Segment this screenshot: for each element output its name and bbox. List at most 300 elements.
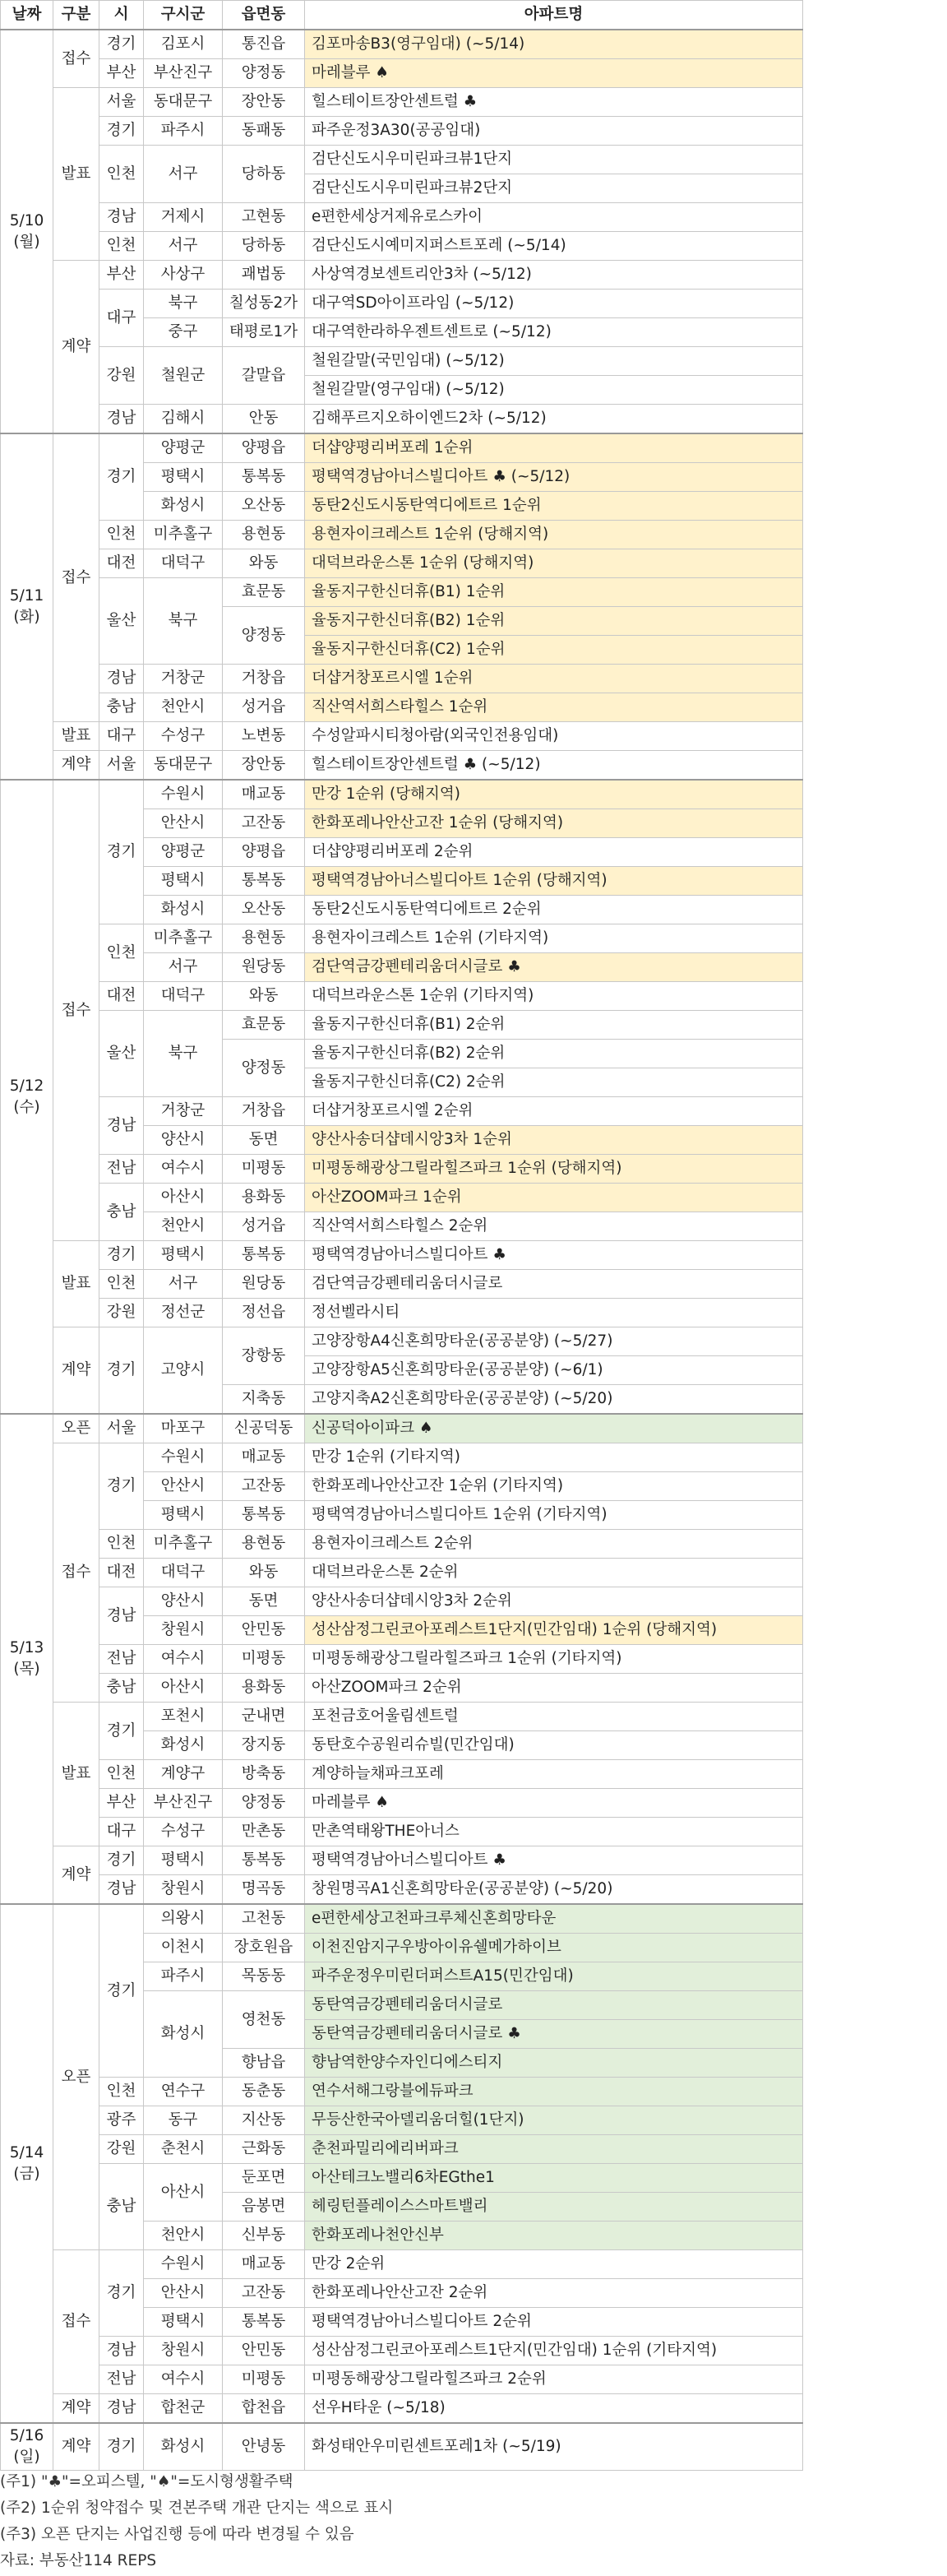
table-row bbox=[1, 1299, 803, 1327]
city-cell: 경남 bbox=[99, 2394, 144, 2424]
district-cell: 안산시 bbox=[144, 809, 223, 838]
town-cell: 괘법동 bbox=[223, 261, 305, 290]
apartment-name-cell: 고양장항A4신혼희망타운(공공분양) (~5/27) bbox=[305, 1327, 803, 1356]
district-cell: 미추홀구 bbox=[144, 924, 223, 953]
town-cell: 방축동 bbox=[223, 1760, 305, 1789]
date-label: 5/12 bbox=[9, 1077, 44, 1095]
district-cell: 화성시 bbox=[144, 2423, 223, 2471]
date-label: 5/13 bbox=[9, 1639, 44, 1656]
category-cell: 계약 bbox=[53, 2423, 99, 2471]
weekday-label: (화) bbox=[13, 608, 40, 626]
apartment-name-cell: 더샵양평리버포레 2순위 bbox=[305, 838, 803, 867]
footnotes bbox=[0, 2469, 802, 2574]
city-cell: 서울 bbox=[99, 88, 144, 117]
apartment-name-cell: 검단신도시예미지퍼스트포레 (~5/14) bbox=[305, 232, 803, 261]
apartment-name-cell: 평택역경남아너스빌디아트 1순위 (당해지역) bbox=[305, 867, 803, 896]
town-cell: 고잔동 bbox=[223, 2279, 305, 2308]
apartment-name-cell: 검단신도시우미린파크뷰1단지 bbox=[305, 146, 803, 174]
town-cell: 안동 bbox=[223, 405, 305, 434]
district-cell: 평택시 bbox=[144, 1241, 223, 1270]
apartment-name-cell: 화성태안우미린센트포레1차 (~5/19) bbox=[305, 2423, 803, 2471]
town-cell: 용화동 bbox=[223, 1184, 305, 1212]
town-cell: 고천동 bbox=[223, 1904, 305, 1934]
city-cell: 경기 bbox=[99, 1241, 144, 1270]
district-cell: 여수시 bbox=[144, 2365, 223, 2394]
city-cell: 경남 bbox=[99, 1875, 144, 1905]
apartment-name-cell: 한화포레나안산고잔 1순위 (당해지역) bbox=[305, 809, 803, 838]
apartment-name-cell: 계양하늘채파크포레 bbox=[305, 1760, 803, 1789]
district-cell: 양산시 bbox=[144, 1126, 223, 1155]
table-row bbox=[1, 1414, 803, 1443]
district-cell: 거제시 bbox=[144, 203, 223, 232]
city-cell: 인천 bbox=[99, 924, 144, 982]
header-row bbox=[1, 1, 803, 30]
district-cell: 북구 bbox=[144, 578, 223, 665]
table-row bbox=[1, 2135, 803, 2164]
table-row bbox=[1, 1789, 803, 1818]
city-cell: 충남 bbox=[99, 693, 144, 722]
apartment-name-cell: 사상역경보센트리안3차 (~5/12) bbox=[305, 261, 803, 290]
city-cell: 경기 bbox=[99, 2250, 144, 2337]
category-cell: 오픈 bbox=[53, 1414, 99, 1443]
town-cell: 와동 bbox=[223, 982, 305, 1011]
district-cell: 미추홀구 bbox=[144, 521, 223, 549]
table-row bbox=[1, 1904, 803, 1934]
table-row bbox=[1, 290, 803, 318]
district-cell: 의왕시 bbox=[144, 1904, 223, 1934]
apartment-name-cell: 한화포레나천안신부 bbox=[305, 2222, 803, 2250]
apartment-name-cell: 대구역SD아이프라임 (~5/12) bbox=[305, 290, 803, 318]
district-cell: 창원시 bbox=[144, 1875, 223, 1905]
header-city: 시 bbox=[99, 1, 144, 30]
date-label: 5/11 bbox=[9, 586, 44, 605]
town-cell: 거창읍 bbox=[223, 1097, 305, 1126]
table-row bbox=[1, 433, 803, 463]
apartment-name-cell: 고양장항A5신혼희망타운(공공분양) (~6/1) bbox=[305, 1356, 803, 1385]
table-row bbox=[1, 1155, 803, 1184]
town-cell: 매교동 bbox=[223, 2250, 305, 2279]
town-cell: 양평읍 bbox=[223, 838, 305, 867]
district-cell: 북구 bbox=[144, 290, 223, 318]
district-cell: 양평군 bbox=[144, 838, 223, 867]
city-cell: 경기 bbox=[99, 1443, 144, 1530]
table-row bbox=[1, 261, 803, 290]
apartment-name-cell: 평택역경남아너스빌디아트 2순위 bbox=[305, 2308, 803, 2337]
town-cell: 효문동 bbox=[223, 1011, 305, 1040]
apartment-name-cell: 율동지구한신더휴(B1) 1순위 bbox=[305, 578, 803, 607]
apartment-name-cell: 검단역금강펜테리움더시글로 bbox=[305, 1270, 803, 1299]
city-cell: 충남 bbox=[99, 1184, 144, 1241]
district-cell: 여수시 bbox=[144, 1645, 223, 1674]
table-row bbox=[1, 665, 803, 693]
table-row bbox=[1, 2394, 803, 2424]
apartment-name-cell: 동탄역금강펜테리움더시글로 bbox=[305, 1991, 803, 2020]
town-cell: 통복동 bbox=[223, 1846, 305, 1875]
apartment-name-cell: 연수서해그랑블에듀파크 bbox=[305, 2078, 803, 2106]
apartment-name-cell: 아산ZOOM파크 1순위 bbox=[305, 1184, 803, 1212]
apartment-name-cell: 동탄역금강펜테리움더시글로 ♣ bbox=[305, 2020, 803, 2049]
district-cell: 수원시 bbox=[144, 780, 223, 809]
category-cell: 계약 bbox=[53, 2394, 99, 2424]
apartment-name-cell: 고양지축A2신혼희망타운(공공분양) (~5/20) bbox=[305, 1385, 803, 1415]
town-cell: 안민동 bbox=[223, 1616, 305, 1645]
table-row bbox=[1, 1097, 803, 1126]
town-cell: 목동동 bbox=[223, 1962, 305, 1991]
city-cell: 경기 bbox=[99, 1846, 144, 1875]
district-cell: 화성시 bbox=[144, 1991, 223, 2078]
district-cell: 부산진구 bbox=[144, 59, 223, 88]
category-cell: 접수 bbox=[53, 1443, 99, 1703]
table-row bbox=[1, 1760, 803, 1789]
apartment-name-cell: 용현자이크레스트 1순위 (기타지역) bbox=[305, 924, 803, 953]
schedule-rows bbox=[1, 30, 803, 2471]
apartment-name-cell: 평택역경남아너스빌디아트 ♣ (~5/12) bbox=[305, 463, 803, 492]
town-cell: 만촌동 bbox=[223, 1818, 305, 1846]
town-cell: 성거읍 bbox=[223, 693, 305, 722]
table-row bbox=[1, 1645, 803, 1674]
town-cell: 양평읍 bbox=[223, 433, 305, 463]
apartment-name-cell: 만강 2순위 bbox=[305, 2250, 803, 2279]
town-cell: 동패동 bbox=[223, 117, 305, 146]
apartment-name-cell: 더샵거창포르시엘 1순위 bbox=[305, 665, 803, 693]
apartment-name-cell: 동탄2신도시동탄역디에트르 1순위 bbox=[305, 492, 803, 521]
district-cell: 김해시 bbox=[144, 405, 223, 434]
category-cell: 접수 bbox=[53, 2250, 99, 2394]
table-row bbox=[1, 1443, 803, 1472]
town-cell: 장호원읍 bbox=[223, 1934, 305, 1962]
town-cell: 신부동 bbox=[223, 2222, 305, 2250]
district-cell: 부산진구 bbox=[144, 1789, 223, 1818]
city-cell: 경기 bbox=[99, 780, 144, 924]
date-cell bbox=[1, 1414, 53, 1904]
table-row bbox=[1, 59, 803, 88]
city-cell: 대구 bbox=[99, 722, 144, 751]
apartment-name-cell: 철원갈말(국민임대) (~5/12) bbox=[305, 347, 803, 376]
apartment-name-cell: 대덕브라운스톤 1순위 (기타지역) bbox=[305, 982, 803, 1011]
town-cell: 신공덕동 bbox=[223, 1414, 305, 1443]
category-cell: 발표 bbox=[53, 722, 99, 751]
table-row bbox=[1, 203, 803, 232]
table-row bbox=[1, 1530, 803, 1559]
table-row bbox=[1, 549, 803, 578]
table-row bbox=[1, 982, 803, 1011]
city-cell: 대전 bbox=[99, 982, 144, 1011]
town-cell: 군내면 bbox=[223, 1703, 305, 1731]
table-row bbox=[1, 1846, 803, 1875]
city-cell: 강원 bbox=[99, 347, 144, 405]
district-cell: 창원시 bbox=[144, 2337, 223, 2365]
apartment-name-cell: 미평동해광상그릴라힐즈파크 1순위 (기타지역) bbox=[305, 1645, 803, 1674]
town-cell: 태평로1가 bbox=[223, 318, 305, 347]
town-cell: 양정동 bbox=[223, 1040, 305, 1097]
city-cell: 경기 bbox=[99, 1327, 144, 1415]
town-cell: 용화동 bbox=[223, 1674, 305, 1703]
town-cell: 원당동 bbox=[223, 1270, 305, 1299]
apartment-name-cell: 더샵양평리버포레 1순위 bbox=[305, 433, 803, 463]
district-cell: 평택시 bbox=[144, 2308, 223, 2337]
apartment-name-cell: 한화포레나안산고잔 2순위 bbox=[305, 2279, 803, 2308]
district-cell: 정선군 bbox=[144, 1299, 223, 1327]
city-cell: 부산 bbox=[99, 1789, 144, 1818]
apartment-name-cell: 검단신도시우미린파크뷰2단지 bbox=[305, 174, 803, 203]
town-cell: 오산동 bbox=[223, 492, 305, 521]
district-cell: 천안시 bbox=[144, 1212, 223, 1241]
weekday-label: (월) bbox=[13, 233, 40, 251]
town-cell: 양정동 bbox=[223, 59, 305, 88]
apartment-name-cell: 아산테크노밸리6차EGthe1 bbox=[305, 2164, 803, 2193]
apartment-name-cell: e편한세상거제유로스카이 bbox=[305, 203, 803, 232]
apartment-name-cell: 힐스테이트장안센트럴 ♣ (~5/12) bbox=[305, 751, 803, 781]
city-cell: 울산 bbox=[99, 1011, 144, 1097]
apartment-name-cell: 철원갈말(영구임대) (~5/12) bbox=[305, 376, 803, 405]
district-cell: 거창군 bbox=[144, 665, 223, 693]
table-row bbox=[1, 2423, 803, 2471]
district-cell: 안산시 bbox=[144, 1472, 223, 1501]
town-cell: 정선읍 bbox=[223, 1299, 305, 1327]
apartment-name-cell: e편한세상고천파크루체신혼희망타운 bbox=[305, 1904, 803, 1934]
city-cell: 울산 bbox=[99, 578, 144, 665]
apartment-name-cell: 평택역경남아너스빌디아트 ♣ bbox=[305, 1241, 803, 1270]
category-cell: 계약 bbox=[53, 1846, 99, 1905]
apartment-name-cell: 마레블루 ♠ bbox=[305, 1789, 803, 1818]
city-cell: 대구 bbox=[99, 290, 144, 347]
header-category: 구분 bbox=[53, 1, 99, 30]
apartment-name-cell: 성산삼정그린코아포레스트1단지(민간임대) 1순위 (당해지역) bbox=[305, 1616, 803, 1645]
city-cell: 충남 bbox=[99, 2164, 144, 2250]
district-cell: 미추홀구 bbox=[144, 1530, 223, 1559]
town-cell: 오산동 bbox=[223, 896, 305, 924]
district-cell: 거창군 bbox=[144, 1097, 223, 1126]
town-cell: 장안동 bbox=[223, 751, 305, 781]
district-cell: 아산시 bbox=[144, 1674, 223, 1703]
apartment-name-cell: 한화포레나안산고잔 1순위 (기타지역) bbox=[305, 1472, 803, 1501]
town-cell: 당하동 bbox=[223, 146, 305, 203]
table-row bbox=[1, 2164, 803, 2193]
town-cell: 거창읍 bbox=[223, 665, 305, 693]
district-cell: 평택시 bbox=[144, 867, 223, 896]
table-row bbox=[1, 780, 803, 809]
category-cell: 계약 bbox=[53, 751, 99, 781]
table-row bbox=[1, 117, 803, 146]
date-cell bbox=[1, 780, 53, 1414]
table-row bbox=[1, 2337, 803, 2365]
city-cell: 전남 bbox=[99, 2365, 144, 2394]
city-cell: 경기 bbox=[99, 117, 144, 146]
district-cell: 평택시 bbox=[144, 1846, 223, 1875]
town-cell: 매교동 bbox=[223, 1443, 305, 1472]
category-cell: 접수 bbox=[53, 30, 99, 88]
town-cell: 통복동 bbox=[223, 2308, 305, 2337]
city-cell: 인천 bbox=[99, 146, 144, 203]
table-row bbox=[1, 2250, 803, 2279]
apartment-name-cell: 율동지구한신더휴(B2) 2순위 bbox=[305, 1040, 803, 1068]
table-row bbox=[1, 521, 803, 549]
apartment-name-cell: 평택역경남아너스빌디아트 ♣ bbox=[305, 1846, 803, 1875]
town-cell: 근화동 bbox=[223, 2135, 305, 2164]
district-cell: 서구 bbox=[144, 146, 223, 203]
date-label: 5/14 bbox=[9, 2143, 44, 2161]
district-cell: 포천시 bbox=[144, 1703, 223, 1731]
district-cell: 계양구 bbox=[144, 1760, 223, 1789]
city-cell: 경남 bbox=[99, 1587, 144, 1645]
town-cell: 노변동 bbox=[223, 722, 305, 751]
district-cell: 화성시 bbox=[144, 1731, 223, 1760]
table-row bbox=[1, 405, 803, 434]
apartment-name-cell: 성산삼정그린코아포레스트1단지(민간임대) 1순위 (기타지역) bbox=[305, 2337, 803, 2365]
district-cell: 대덕구 bbox=[144, 549, 223, 578]
city-cell: 경남 bbox=[99, 203, 144, 232]
city-cell: 인천 bbox=[99, 1760, 144, 1789]
apartment-name-cell: 만촌역태왕THE아너스 bbox=[305, 1818, 803, 1846]
town-cell: 향남읍 bbox=[223, 2049, 305, 2078]
apartment-name-cell: 수성알파시티청아람(외국인전용임대) bbox=[305, 722, 803, 751]
town-cell: 매교동 bbox=[223, 780, 305, 809]
district-cell: 합천군 bbox=[144, 2394, 223, 2424]
table-row bbox=[1, 751, 803, 781]
town-cell: 지산동 bbox=[223, 2106, 305, 2135]
apartment-name-cell: 율동지구한신더휴(C2) 2순위 bbox=[305, 1068, 803, 1097]
city-cell: 경기 bbox=[99, 1904, 144, 2078]
apartment-name-cell: 율동지구한신더휴(B1) 2순위 bbox=[305, 1011, 803, 1040]
city-cell: 인천 bbox=[99, 2078, 144, 2106]
district-cell: 천안시 bbox=[144, 693, 223, 722]
district-cell: 양평군 bbox=[144, 433, 223, 463]
apartment-name-cell: 파주운정3A30(공공임대) bbox=[305, 117, 803, 146]
town-cell: 와동 bbox=[223, 1559, 305, 1587]
apartment-name-cell: 대덕브라운스톤 1순위 (당해지역) bbox=[305, 549, 803, 578]
city-cell: 서울 bbox=[99, 751, 144, 781]
town-cell: 당하동 bbox=[223, 232, 305, 261]
apartment-name-cell: 직산역서희스타힐스 1순위 bbox=[305, 693, 803, 722]
table-row bbox=[1, 1818, 803, 1846]
apartment-name-cell: 만강 1순위 (기타지역) bbox=[305, 1443, 803, 1472]
date-cell bbox=[1, 2423, 53, 2471]
table-row bbox=[1, 693, 803, 722]
town-cell: 용현동 bbox=[223, 1530, 305, 1559]
town-cell: 장안동 bbox=[223, 88, 305, 117]
town-cell: 용현동 bbox=[223, 924, 305, 953]
note-3: (주3) 오픈 단지는 사업진행 등에 따라 변경될 수 있음 bbox=[0, 2526, 354, 2543]
apartment-name-cell: 검단역금강펜테리움더시글로 ♣ bbox=[305, 953, 803, 982]
apartment-name-cell: 힐스테이트장안센트럴 ♣ bbox=[305, 88, 803, 117]
city-cell: 강원 bbox=[99, 2135, 144, 2164]
table-row bbox=[1, 1327, 803, 1356]
district-cell: 여수시 bbox=[144, 1155, 223, 1184]
apartment-name-cell: 대구역한라하우젠트센트로 (~5/12) bbox=[305, 318, 803, 347]
note-1: (주1) "♣"=오피스텔, "♠"=도시형생활주택 bbox=[0, 2473, 293, 2490]
town-cell: 영천동 bbox=[223, 1991, 305, 2049]
town-cell: 동면 bbox=[223, 1587, 305, 1616]
town-cell: 장지동 bbox=[223, 1731, 305, 1760]
city-cell: 대전 bbox=[99, 549, 144, 578]
town-cell: 와동 bbox=[223, 549, 305, 578]
district-cell: 아산시 bbox=[144, 1184, 223, 1212]
apartment-name-cell: 양산사송더샵데시앙3차 1순위 bbox=[305, 1126, 803, 1155]
district-cell: 마포구 bbox=[144, 1414, 223, 1443]
district-cell: 수성구 bbox=[144, 1818, 223, 1846]
apartment-name-cell: 춘천파밀리에리버파크 bbox=[305, 2135, 803, 2164]
apartment-name-cell: 이천진암지구우방아이유쉘메가하이브 bbox=[305, 1934, 803, 1962]
town-cell: 장항동 bbox=[223, 1327, 305, 1385]
city-cell: 대구 bbox=[99, 1818, 144, 1846]
weekday-label: (목) bbox=[13, 1661, 40, 1678]
town-cell: 지축동 bbox=[223, 1385, 305, 1415]
apartment-name-cell: 신공덕아이파크 ♠ bbox=[305, 1414, 803, 1443]
town-cell: 통진읍 bbox=[223, 30, 305, 59]
town-cell: 미평동 bbox=[223, 1645, 305, 1674]
town-cell: 명곡동 bbox=[223, 1875, 305, 1905]
table-row bbox=[1, 2078, 803, 2106]
apartment-name-cell: 김포마송B3(영구임대) (~5/14) bbox=[305, 30, 803, 59]
apartment-name-cell: 동탄호수공원리슈빌(민간임대) bbox=[305, 1731, 803, 1760]
district-cell: 천안시 bbox=[144, 2222, 223, 2250]
city-cell: 강원 bbox=[99, 1299, 144, 1327]
weekday-label: (금) bbox=[13, 2165, 40, 2183]
apartment-name-cell: 무등산한국아델리움더힐(1단지) bbox=[305, 2106, 803, 2135]
town-cell: 둔포면 bbox=[223, 2164, 305, 2193]
table-row bbox=[1, 1875, 803, 1905]
city-cell: 인천 bbox=[99, 232, 144, 261]
note-2: (주2) 1순위 청약접수 및 견본주택 개관 단지는 색으로 표시 bbox=[0, 2500, 394, 2517]
city-cell: 부산 bbox=[99, 59, 144, 88]
apartment-name-cell: 직산역서희스타힐스 2순위 bbox=[305, 1212, 803, 1241]
table-row bbox=[1, 1184, 803, 1212]
apartment-name-cell: 선우H타운 (~5/18) bbox=[305, 2394, 803, 2424]
apartment-name-cell: 헤링턴플레이스스마트밸리 bbox=[305, 2193, 803, 2222]
district-cell: 서구 bbox=[144, 953, 223, 982]
apartment-name-cell: 아산ZOOM파크 2순위 bbox=[305, 1674, 803, 1703]
apartment-name-cell: 더샵거창포르시엘 2순위 bbox=[305, 1097, 803, 1126]
district-cell: 중구 bbox=[144, 318, 223, 347]
table-row bbox=[1, 578, 803, 607]
town-cell: 동춘동 bbox=[223, 2078, 305, 2106]
apartment-name-cell: 율동지구한신더휴(B2) 1순위 bbox=[305, 607, 803, 636]
city-cell: 전남 bbox=[99, 1645, 144, 1674]
town-cell: 미평동 bbox=[223, 1155, 305, 1184]
weekday-label: (일) bbox=[13, 2449, 40, 2466]
town-cell: 갈말읍 bbox=[223, 347, 305, 405]
town-cell: 고잔동 bbox=[223, 809, 305, 838]
district-cell: 연수구 bbox=[144, 2078, 223, 2106]
header-apartment: 아파트명 bbox=[305, 1, 803, 30]
town-cell: 양정동 bbox=[223, 1789, 305, 1818]
table-row bbox=[1, 30, 803, 59]
district-cell: 서구 bbox=[144, 232, 223, 261]
apartment-name-cell: 정선벨라시티 bbox=[305, 1299, 803, 1327]
district-cell: 수원시 bbox=[144, 2250, 223, 2279]
apartment-name-cell: 평택역경남아너스빌디아트 1순위 (기타지역) bbox=[305, 1501, 803, 1530]
source-note: 자료: 부동산114 REPS bbox=[0, 2552, 157, 2569]
table-row bbox=[1, 1241, 803, 1270]
town-cell: 통복동 bbox=[223, 867, 305, 896]
table-row bbox=[1, 88, 803, 117]
apartment-name-cell: 율동지구한신더휴(C2) 1순위 bbox=[305, 636, 803, 665]
apartment-name-cell: 김해푸르지오하이엔드2차 (~5/12) bbox=[305, 405, 803, 434]
district-cell: 수성구 bbox=[144, 722, 223, 751]
date-cell bbox=[1, 1904, 53, 2423]
city-cell: 경기 bbox=[99, 1703, 144, 1760]
city-cell: 경남 bbox=[99, 665, 144, 693]
date-label: 5/16 bbox=[9, 2427, 44, 2444]
town-cell: 통복동 bbox=[223, 1241, 305, 1270]
town-cell: 양정동 bbox=[223, 607, 305, 665]
table-row bbox=[1, 1559, 803, 1587]
district-cell: 파주시 bbox=[144, 1962, 223, 1991]
city-cell: 광주 bbox=[99, 2106, 144, 2135]
apartment-name-cell: 포천금호어울림센트럴 bbox=[305, 1703, 803, 1731]
district-cell: 평택시 bbox=[144, 463, 223, 492]
table-row bbox=[1, 1674, 803, 1703]
